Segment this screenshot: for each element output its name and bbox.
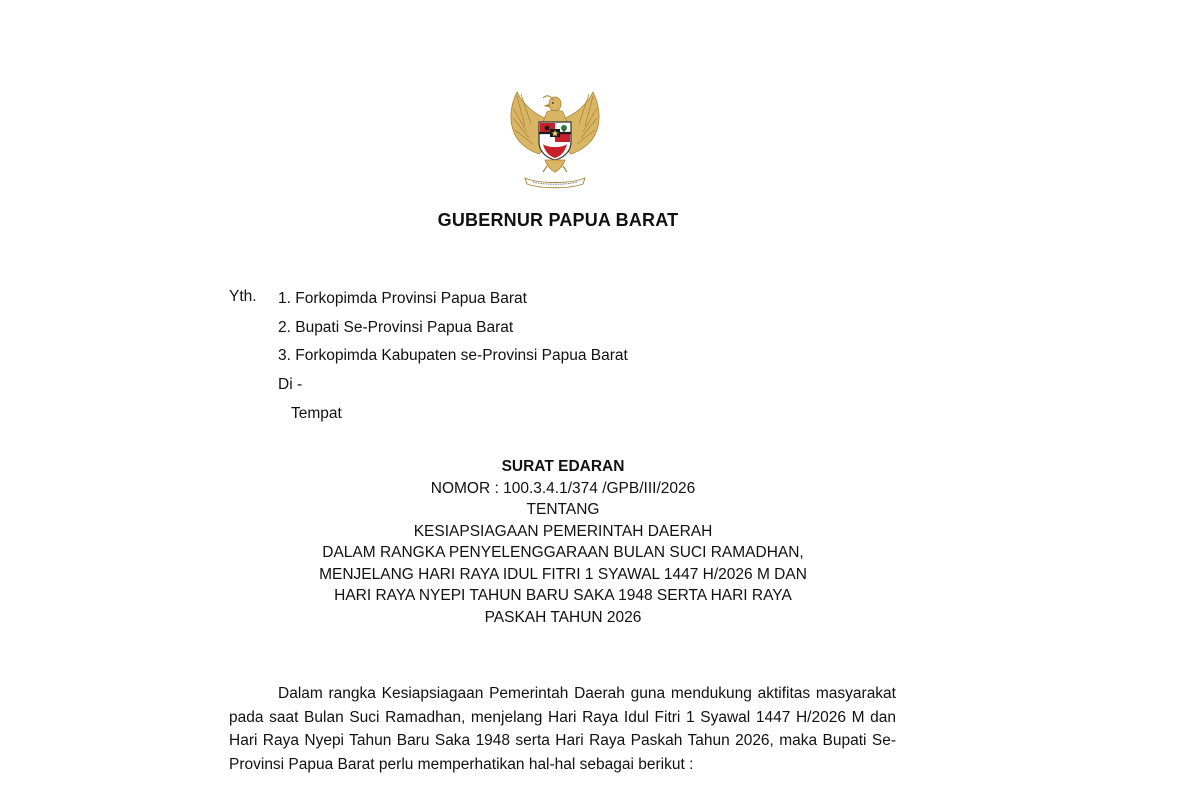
body-paragraph: Dalam rangka Kesiapsiagaan Pemerintah Daerah guna mendukung aktifitas masyarakat pada saat Bulan Suci Ramadhan, menjelang Hari Raya Idul Fitri 1 Syawal 1447 H/2026 M dan Hari Raya Nyepi Tahun Baru Saka 1948 serta Hari Raya Paskah Tahun 2026, maka Bupati Se-Provinsi Papua Barat perlu memperhatikan hal-hal sebagai berikut : — [229, 685, 896, 773]
issuer-title: GUBERNUR PAPUA BARAT — [437, 210, 679, 230]
recipient-item: 1. Forkopimda Provinsi Papua Barat — [278, 290, 527, 307]
subject-line: KESIAPSIAGAAN PEMERINTAH DAERAH — [413, 522, 713, 540]
subject-line: HARI RAYA NYEPI TAHUN BARU SAKA 1948 SERTA HARI RAYA — [334, 587, 792, 604]
recipient-list — [278, 288, 628, 374]
addressee-tempat: Tempat — [291, 405, 342, 422]
recipient-item: 3. Forkopimda Kabupaten se-Provinsi Papua Barat — [278, 347, 628, 364]
garuda-pancasila-emblem — [503, 86, 607, 190]
recipient-item: 2. Bupati Se-Provinsi Papua Barat — [278, 318, 514, 336]
subject-line: DALAM RANGKA PENYELENGGARAAN BULAN SUCI RAMADHAN, — [322, 544, 804, 561]
addressee-di: Di - — [278, 376, 303, 393]
document-type: SURAT EDARAN — [501, 458, 625, 475]
subject-line: MENJELANG HARI RAYA IDUL FITRI 1 SYAWAL 1447 H/2026 M DAN — [319, 565, 807, 583]
document-about: TENTANG — [526, 501, 600, 518]
addressee-label: Yth. — [229, 288, 257, 305]
document-number: NOMOR : 100.3.4.1/374 /GPB/III/2026 — [430, 479, 696, 497]
circular-heading — [0, 456, 1126, 628]
subject-line: PASKAH TAHUN 2026 — [484, 608, 642, 626]
